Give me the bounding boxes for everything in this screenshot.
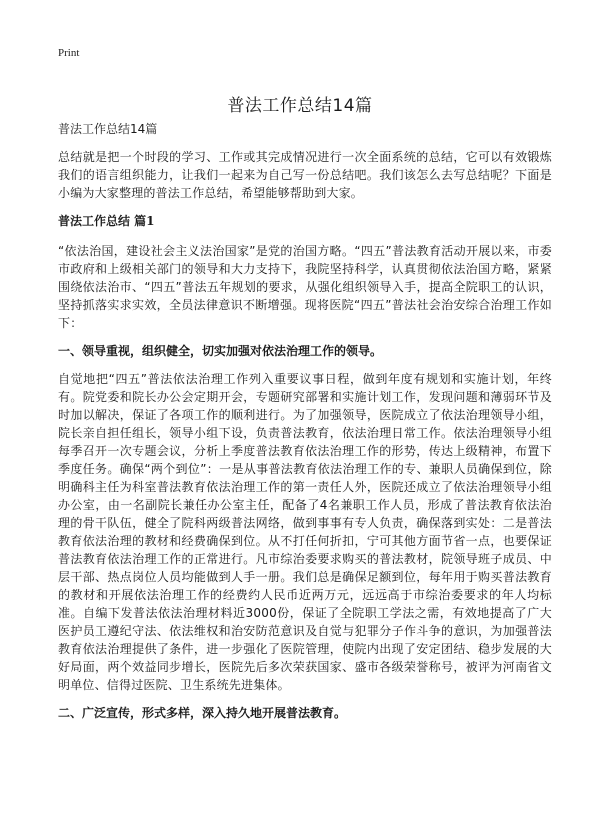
document-body <box>58 120 552 732</box>
point-paragraph-1: 自觉地把“四五”普法依法治理工作列入重要议事日程，做到年度有规划和实施计划，年终有。院党委和院长办公会定期开会，专题研究部署和实施计划工作，发现问题和薄弱环节及时加以解决，保证了各项工作的顺利进行。为了加强领导，医院成立了依法治理领导小组，院长亲自担任组长，领导小组下设，负责普法教育，依法治理日常工作。依法治理领导小组每季召开一次专题会议，分析上季度普法教育依法治理工作的形势，传达上级精神，布置下季度任务。确保“两个到位”：一是从事普法教育依法治理工作的专、兼职人员确保到位，除明确科主任为科室普法教育依法治理工作的第一责任人外，医院还成立了依法治理领导小组办公室，由一名副院长兼任办公室主任，配备了4名兼职工作人员，形成了普法教育依法治理的骨干队伍，健全了院科两级普法网络，做到事事有专人负责，确保落到实处：二是普法教育依法治理的教材和经费确保到位。从不打任何折扣，宁可其他方面节省一点，也要保证普法教育依法治理工作的正常进行。凡市综治委要求购买的普法教材，院领导班子成员、中层干部、热点岗位人员均能做到人手一册。我们总是确保足额到位，每年用于购买普法教育的教材和开展依法治理工作的经费约人民币近两万元，远远高于市综治委要求的年人均标准。自编下发普法依法治理材料近3000份，保证了全院职工学法之需，有效地提高了广大医护员工遵纪守法、依法维权和治安防范意识及自觉与犯罪分子作斗争的意识，为加强普法教育依法治理提供了条件，进一步强化了医院管理，使院内出现了安定团结、稳步发展的大好局面，两个效益同步增长，医院先后多次荣获国家、盛市各级荣誉称号，被评为河南省文明单位、信得过医院、卫生系统先进集体。 <box>58 372 552 692</box>
section-paragraph: “依法治国，建设社会主义法治国家”是党的治国方略。“四五”普法教育活动开展以来，市委市政府和上级相关部门的领导和大力支持下，我院坚持科学，认真贯彻依法治国方略，紧紧围绕依法治市、“四五”普法五年规划的要求，从强化组织领导入手，提高全院职工的认识，坚持抓落实求实效，全员法律意识不断增强。现将医院“四五”普法社会治安综合治理工作如下： <box>58 244 552 330</box>
print-link[interactable]: Print <box>58 47 80 59</box>
intro-paragraph: 总结就是把一个时段的学习、工作或其完成情况进行一次全面系统的总结，它可以有效锻炼我们的语言组织能力，让我们一起来为自己写一份总结吧。我们该怎么去写总结呢？下面是小编为大家整理的普法工作总结，希望能够帮助到大家。 <box>58 150 552 200</box>
point-heading-2: 二、广泛宣传，形式多样，深入持久地开展普法教育。 <box>58 706 347 720</box>
document-title: 普法工作总结14篇 <box>227 96 373 117</box>
section-heading: 普法工作总结 篇1 <box>58 214 155 228</box>
document-subtitle: 普法工作总结14篇 <box>58 122 158 136</box>
point-heading-1: 一、领导重视，组织健全，切实加强对依法治理工作的领导。 <box>58 344 383 358</box>
